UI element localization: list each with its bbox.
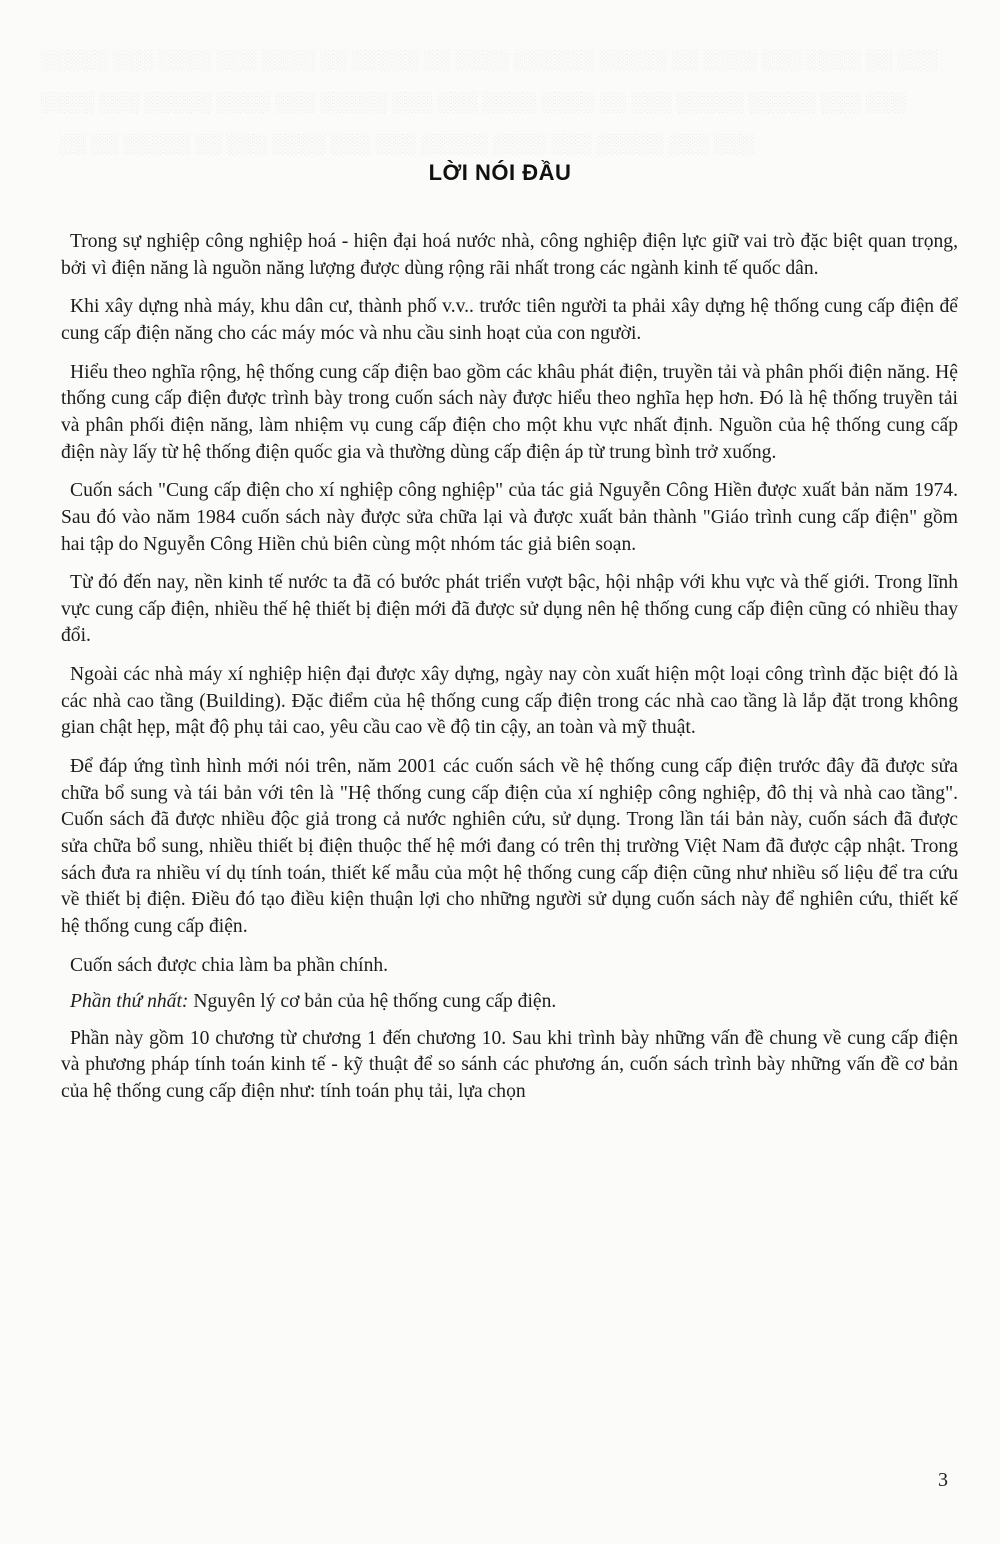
reverse-side-bleed-through: ░░░░░ ░░░ ░░░░ ░░░ ░░░░ ░░ ░░░░░ ░░ ░░░░ ░░░░░░ ░░░░░ ░░ ░░░░ ░░░ ░░░░ ░░ ░░░ ░░░░ ░░░ ░░░░░ ░░░░ ░░░ ░░░░░ ░░░ ░░░ ░░░░ ░░░░ ░░ ░░░ ░░░░░ ░░░░░ ░░░ ░░░ ░░ ░░ ░░░░░ ░░ ░░░ ░░░░ ░░░ ░░░ ░░░░░ ░░░░ ░░░ ░░░░░ ░░░ ░░░ — [40, 50, 938, 155]
paragraph-8: Cuốn sách được chia làm ba phần chính. — [70, 954, 389, 976]
paragraph-3: Hiểu theo nghĩa rộng, hệ thống cung cấp điện bao gồm các khâu phát điện, truyền tải và phân phối điện năng. Hệ thống cung cấp điện được trình bày trong cuốn sách này được hiểu theo nghĩa hẹp hơn. Đó là hệ thống truyền tải và phân phối điện năng, làm nhiệm vụ cung cấp điện cho một khu vực nhất định. Nguồn của hệ thống cung cấp điện này lấy từ hệ thống điện quốc gia và thường dùng cấp điện áp từ trung bình trở xuống. — [61, 361, 958, 463]
paragraph-9 — [61, 989, 958, 1016]
paragraph-2: Khi xây dựng nhà máy, khu dân cư, thành phố v.v.. trước tiên người ta phải xây dựng hệ thống cung cấp điện để cung cấp điện năng cho các máy móc và nhu cầu sinh hoạt của con người. — [61, 296, 958, 344]
part-one-text: Nguyên lý cơ bản của hệ thống cung cấp điện. — [188, 991, 557, 1013]
preface-body — [61, 229, 958, 1118]
paragraph-7: Để đáp ứng tình hình mới nói trên, năm 2001 các cuốn sách về hệ thống cung cấp điện trước đây đã được sửa chữa bổ sung và tái bản với tên là "Hệ thống cung cấp điện của xí nghiệp công nghiệp, đô thị và nhà cao tầng". Cuốn sách đã được nhiều độc giả trong cả nước nghiên cứu, sử dụng. Trong lần tái bản này, cuốn sách đã được sửa chữa bổ sung, nhiều thiết bị điện thuộc thế hệ mới đang có trên thị trường Việt Nam đã được cập nhật. Trong sách đưa ra nhiều ví dụ tính toán, thiết kế mẫu của một hệ thống cung cấp điện cũng như nhiều số liệu để tra cứu về thiết bị điện. Điều đó tạo điều kiện thuận lợi cho những người sử dụng cuốn sách này để nghiên cứu, thiết kế hệ thống cung cấp điện. — [61, 756, 958, 937]
paragraph-1: Trong sự nghiệp công nghiệp hoá - hiện đại hoá nước nhà, công nghiệp điện lực giữ vai trò đặc biệt quan trọng, bởi vì điện năng là nguồn năng lượng được dùng rộng rãi nhất trong các ngành kinh tế quốc dân. — [61, 231, 958, 279]
paragraph-6: Ngoài các nhà máy xí nghiệp hiện đại được xây dựng, ngày nay còn xuất hiện một loại công trình đặc biệt đó là các nhà cao tầng (Building). Đặc điểm của hệ thống cung cấp điện trong các nhà cao tầng là lắp đặt trong không gian chật hẹp, mật độ phụ tải cao, yêu cầu cao về độ tin cậy, an toàn và mỹ thuật. — [61, 664, 958, 739]
page-number: 3 — [938, 1469, 948, 1491]
paragraph-4: Cuốn sách "Cung cấp điện cho xí nghiệp công nghiệp" của tác giả Nguyễn Công Hiền được xuất bản năm 1974. Sau đó vào năm 1984 cuốn sách này được sửa chữa lại và được xuất bản thành "Giáo trình cung cấp điện" gồm hai tập do Nguyễn Công Hiền chủ biên cùng một nhóm tác giả biên soạn. — [61, 480, 958, 555]
page-title: LỜI NÓI ĐẦU — [428, 159, 572, 185]
part-one-label: Phần thứ nhất: — [70, 991, 189, 1013]
paragraph-10: Phần này gồm 10 chương từ chương 1 đến chương 10. Sau khi trình bày những vấn đề chung về cung cấp điện và phương pháp tính toán kinh tế - kỹ thuật để so sánh các phương án, cuốn sách trình bày những vấn đề cơ bản của hệ thống cung cấp điện như: tính toán phụ tải, lựa chọn — [61, 1027, 958, 1102]
paragraph-5: Từ đó đến nay, nền kinh tế nước ta đã có bước phát triển vượt bậc, hội nhập với khu vực và thế giới. Trong lĩnh vực cung cấp điện, nhiều thế hệ thiết bị điện mới đã được sử dụng nên hệ thống cung cấp điện cũng có nhiều thay đổi. — [61, 572, 958, 647]
